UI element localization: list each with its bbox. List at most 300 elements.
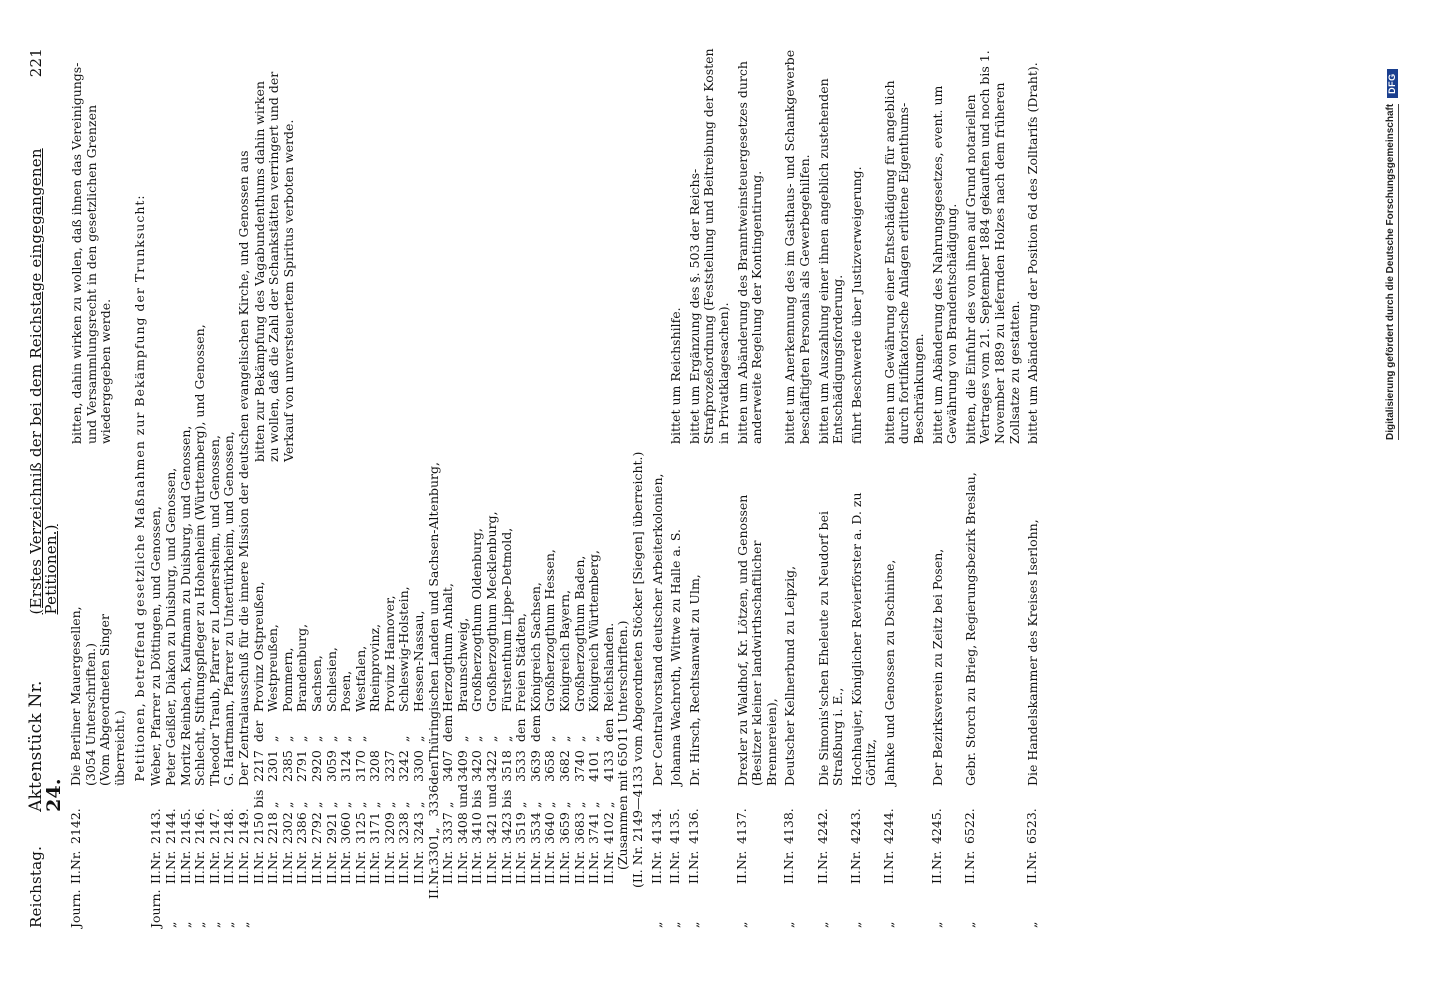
petitioner-text: Die Simonis'schen Eheleute zu Neudorf bei Straßburg i. E., <box>815 510 846 786</box>
nr-label: Nr. <box>527 850 543 870</box>
nr-label: Nr. <box>847 850 863 870</box>
journal-mark: „ <box>648 921 664 928</box>
nr-label: Nr. <box>396 850 412 870</box>
journal-mark <box>326 884 341 928</box>
range-start: 3243 <box>411 812 427 844</box>
nr-label: Nr. <box>148 850 164 870</box>
range-end: 3518 <box>498 750 514 782</box>
request-text: bitten um Gewährung einer Entschädigung für angeblich durch fortifikatorische Anlagen erlittene Eigenthums-Beschränkungen. <box>881 80 927 444</box>
region-prefix: „ <box>323 735 339 742</box>
region-name: Großherzogthum Baden, <box>571 555 587 712</box>
region-name: Fürstenthum Lippe-Detmold, <box>498 527 514 712</box>
summary-line-2: (II. Nr. 2149—4133 vom Abgeordneten Stöcker [Siegen] überreicht.) <box>629 451 645 888</box>
roman-numeral: II. <box>557 870 572 884</box>
journal-mark: „ <box>685 921 701 928</box>
petitioner-text: Die Handelskammer des Kreises Iserlohn, <box>1025 519 1041 786</box>
range-separator: „ <box>440 801 456 808</box>
region-name: Schleswig-Holstein, <box>396 586 412 712</box>
header-akt-label: Aktenstück Nr. <box>26 680 46 812</box>
range-end: 2920 <box>308 750 324 782</box>
journal-mark <box>471 884 486 928</box>
journal-mark <box>355 884 370 928</box>
range-end: 3658 <box>542 750 558 782</box>
journal-mark <box>486 884 501 928</box>
journal-mark <box>515 884 530 928</box>
entry-number: 2144. <box>162 808 178 844</box>
entry-number: 4135. <box>667 808 683 844</box>
range-start: 3659 <box>557 812 572 844</box>
nr-label: Nr. <box>367 850 383 870</box>
nr-label: Nr. <box>221 850 237 870</box>
nr-label: Nr. <box>235 850 251 870</box>
nr-label: Nr. <box>498 850 514 870</box>
range-separator: „ <box>411 801 427 808</box>
roman-numeral: II. <box>294 870 310 884</box>
roman-numeral: II. <box>1024 870 1040 884</box>
range-start: 2921 <box>323 812 339 844</box>
region-name: Provinz Hannover, <box>381 595 397 712</box>
region-prefix: dem <box>440 714 456 742</box>
range-start: 2218 <box>265 812 281 844</box>
petitioner-text: Dr. Hirsch, Rechtsanwalt zu Ulm, <box>686 574 702 786</box>
journal-mark <box>296 884 311 928</box>
nr-label: Nr. <box>279 850 295 870</box>
entry-number: 4244. <box>880 808 896 844</box>
entry-number: 4245. <box>928 808 944 844</box>
roman-numeral: II. <box>928 870 944 884</box>
region-name: Reichslanden. <box>600 622 616 712</box>
range-start: 3534 <box>527 812 543 844</box>
spacer <box>783 444 812 466</box>
region-prefix: „ <box>571 735 587 742</box>
entry-row <box>783 48 812 928</box>
journal-mark <box>282 884 297 928</box>
nr-label: Nr. <box>484 850 500 870</box>
nr-label: Nr. <box>352 850 368 870</box>
roman-numeral: II. <box>880 870 896 884</box>
range-start: 3519 <box>513 812 529 844</box>
nr-label: Nr. <box>469 850 485 870</box>
request-text: bitten um Abänderung des Branntweinsteuergesetzes durch anderweite Regelung der Kontingentirung. <box>734 61 765 444</box>
roman-numeral: II. <box>396 870 412 884</box>
roman-numeral: II. <box>367 870 383 884</box>
roman-numeral: II. <box>571 870 587 884</box>
roman-numeral: II. <box>323 870 339 884</box>
petitioner-text: Der Centralvorstand deutscher Arbeiterkolonien, <box>649 473 665 786</box>
range-separator: „ <box>571 801 587 808</box>
range-end: 2217 <box>250 750 266 782</box>
spacer <box>931 444 960 466</box>
range-end: 3682 <box>557 750 572 782</box>
roman-numeral: II. <box>527 870 543 884</box>
roman-numeral: II. <box>192 870 208 884</box>
page-header <box>26 48 65 928</box>
roman-numeral: II. <box>685 870 701 884</box>
journal-mark <box>253 884 268 928</box>
range-end: 3740 <box>571 750 587 782</box>
journal-mark: „ <box>961 921 977 928</box>
nr-label: Nr. <box>586 850 602 870</box>
entry-row <box>814 48 846 928</box>
dfg-logo: DFG <box>1387 69 1398 98</box>
region-prefix: dem <box>527 714 543 742</box>
nr-label: Nr. <box>571 850 587 870</box>
spacer <box>736 444 780 466</box>
entry-number: 4138. <box>781 808 797 844</box>
region-prefix: den <box>513 718 529 742</box>
journal-mark <box>544 884 559 928</box>
journal-mark <box>559 884 574 928</box>
request-text: bittet um Reichshilfe. <box>668 307 684 444</box>
range-separator: und <box>454 783 470 808</box>
region-prefix: „ <box>396 735 412 742</box>
list-a <box>150 48 252 928</box>
region-name: Königreich Sachsen, <box>527 582 543 712</box>
range-end: 3237 <box>381 750 397 782</box>
nr-label: Nr. <box>542 850 558 870</box>
region-prefix <box>369 712 384 742</box>
request-text: bittet um Ergänzung des §. 503 der Reichs-Strafprozeßordnung (Feststellung und Beitreibung der Kosten in Privatklagesachen). <box>686 48 731 444</box>
request-text <box>651 48 666 444</box>
nr-label: Nr. <box>880 850 896 870</box>
petitioner-text: Weber, Pfarrer zu Döttingen, und Genossen, <box>148 506 164 786</box>
journal-mark <box>588 884 603 928</box>
journal-mark <box>340 884 355 928</box>
range-end: 3336 <box>425 784 441 817</box>
range-end: 3124 <box>338 750 354 782</box>
range-start: 3337 <box>440 812 456 844</box>
document-body <box>28 48 1041 928</box>
roman-numeral: II. <box>484 870 500 884</box>
nr-label: Nr. <box>733 850 749 870</box>
spacer <box>688 444 732 466</box>
petitioner-text: Gebr. Storch zu Brieg, Regierungsbezirk Breslau, <box>962 472 978 786</box>
petitioner-text: Theodor Traub, Pfarrer zu Lomersheim, und Genossen, <box>206 435 222 786</box>
region-name: Großherzogthum Mecklenburg, <box>484 511 500 712</box>
petitioner-text: Der Zentralausschuß für die innere Mission der deutschen evangelischen Kirche, und Genossen aus <box>235 150 251 786</box>
range-end: 3409 <box>454 750 470 782</box>
entry-number: 6523. <box>1024 808 1040 844</box>
nr-label: Nr. <box>323 850 339 870</box>
roman-numeral: II. <box>265 870 281 884</box>
region-name: Westpreußen, <box>265 624 281 712</box>
roman-numeral: II. <box>68 870 83 884</box>
range-start: 3741 <box>586 812 602 844</box>
roman-numeral: II. <box>498 870 514 884</box>
roman-numeral: II. <box>411 870 427 884</box>
petitioner-line: (3054 Unterschriften.) <box>82 642 98 786</box>
journal-mark: „ <box>162 921 178 928</box>
roman-numeral: II. <box>206 870 222 884</box>
region-name: Posen, <box>338 670 354 712</box>
range-separator: „ <box>542 801 558 808</box>
entry-number: 2146. <box>192 808 208 844</box>
range-separator: „ <box>381 801 397 808</box>
region-prefix: „ <box>352 735 368 742</box>
range-separator: „ <box>367 801 383 808</box>
range-end: 3242 <box>396 750 412 782</box>
petitioner-text: Jahnke und Genossen zu Dschinine, <box>881 559 897 786</box>
entry-number: 2148. <box>221 808 237 844</box>
region-prefix: „ <box>469 735 485 742</box>
spacer <box>1026 444 1041 466</box>
entry-number: 6522. <box>961 808 977 844</box>
range-start: 3238 <box>396 812 412 844</box>
range-end: 3300 <box>411 750 427 782</box>
range-end: 3422 <box>484 750 500 782</box>
region-prefix: den <box>600 718 616 742</box>
request-text: bittet um Abänderung des Nahrungsgesetzes, event. um Gewährung von Brandentschädigung. <box>929 85 960 444</box>
roman-numeral: II. <box>733 870 749 884</box>
petitioner-text: Hochhaujer, Königlicher Revierförster a. D. zu Görlitz, <box>848 492 879 786</box>
region-prefix: „ <box>557 735 572 742</box>
entry-number: 2143. <box>148 808 164 844</box>
nr-label: Nr. <box>265 850 281 870</box>
roman-numeral: II. <box>586 870 602 884</box>
range-start: 4102 <box>600 812 616 844</box>
entry-row <box>880 48 927 928</box>
range-end: 3533 <box>513 750 529 782</box>
range-separator: „ <box>513 801 529 808</box>
range-end: 4101 <box>586 750 602 782</box>
range-start: 3410 <box>469 812 485 844</box>
journal-mark: „ <box>192 921 208 928</box>
region-name: Freien Städten, <box>513 613 529 712</box>
nr-label: Nr. <box>667 850 683 870</box>
region-name: Großherzogthum Hessen, <box>542 549 558 712</box>
header-akt-number: 24. <box>43 778 65 812</box>
region-prefix: „ <box>454 735 470 742</box>
page-number: 221 <box>27 48 45 78</box>
journal-mark: „ <box>235 921 251 928</box>
region-name: Braunschweig, <box>454 617 470 712</box>
journal-mark <box>428 899 443 928</box>
range-end: 3407 <box>440 750 456 782</box>
petitioner-text: Deutscher Kellnerbund zu Leipzig, <box>782 565 798 786</box>
range-start: 3421 <box>484 812 500 844</box>
region-prefix: „ <box>294 735 310 742</box>
range-separator: „ <box>294 801 310 808</box>
range-start: 2386 <box>294 812 310 844</box>
range-start: 3125 <box>352 812 368 844</box>
nr-label: Nr. <box>1024 850 1040 870</box>
spacer <box>817 444 846 466</box>
journal-mark: „ <box>667 921 683 928</box>
journal-mark: „ <box>1024 921 1040 928</box>
petitioner-text: Johanna Wachroth, Wittwe zu Halle a. S. <box>668 529 684 786</box>
journal-mark <box>442 884 457 928</box>
spacer <box>964 444 1022 466</box>
header-left <box>28 77 64 928</box>
range-start: 2302 <box>279 812 295 844</box>
journal-mark <box>384 884 399 928</box>
journal-mark: „ <box>880 921 896 928</box>
roman-numeral: II. <box>814 870 830 884</box>
region-prefix: „ <box>265 735 281 742</box>
range-start: 3301 <box>425 833 441 866</box>
entry-row <box>733 48 780 928</box>
request-text: bittet um Anerkennung des im Gasthaus- und Schankgewerbe beschäftigten Personals als Gewerbegehilfen. <box>782 49 812 444</box>
nr-label: Nr. <box>338 850 354 870</box>
list-b-block <box>250 48 618 928</box>
range-separator: bis <box>498 789 514 808</box>
journal-mark <box>530 884 545 928</box>
range-start: 2150 <box>250 812 266 844</box>
journal-mark <box>457 884 472 928</box>
range-end: 3420 <box>469 750 485 782</box>
spacer <box>883 444 927 466</box>
roman-numeral: II. <box>542 870 558 884</box>
region-prefix: „ <box>411 735 427 742</box>
petitioner-text: G. Hartmann, Pfarrer zu Untertürkheim, und Genossen, <box>221 431 237 786</box>
header-title: (Erstes Verzeichniß der bei dem Reichstage eingegangenen Petitionen.) <box>27 148 60 615</box>
stamp-text: Digitalisierung gefördert durch die Deutsche Forschungsgemeinschaft <box>1386 104 1399 440</box>
journal-mark <box>369 884 384 928</box>
region-name: Königreich Bayern, <box>557 589 572 712</box>
region-name: Westfalen, <box>352 645 368 712</box>
range-separator: „ <box>352 801 368 808</box>
roman-numeral: II. <box>781 870 797 884</box>
request-text: bitten um Auszahlung einer ihnen angeblich zustehenden Entschädigungsforderung. <box>815 78 846 444</box>
entry-row <box>961 48 1022 928</box>
roman-numeral: II. <box>440 870 456 884</box>
range-separator: und <box>484 783 500 808</box>
roman-numeral: II. <box>177 870 193 884</box>
section-title: Petitionen, betreffend gesetzliche Maßnahmen zur Bekämpfung der Trunksucht: <box>132 194 148 782</box>
nr-label: Nr. <box>68 850 83 870</box>
roman-numeral: II. <box>250 870 266 884</box>
nr-label: Nr. <box>192 850 208 870</box>
journal-mark: Journ. <box>148 889 164 928</box>
journal-mark: „ <box>221 921 237 928</box>
region-prefix: den <box>425 761 441 785</box>
range-end: 2385 <box>279 750 295 782</box>
range-end: 3208 <box>367 750 383 782</box>
range-separator: „ <box>600 801 616 808</box>
region-prefix: „ <box>542 735 558 742</box>
entry-number: 2145. <box>177 808 193 844</box>
entry-row <box>685 48 732 928</box>
range-separator: „ <box>586 801 602 808</box>
roman-numeral: II. <box>148 870 164 884</box>
entry-number: 2149. <box>235 808 251 844</box>
range-start: 3640 <box>542 812 558 844</box>
range-separator: „ <box>308 801 324 808</box>
entry-number: 4137. <box>733 808 749 844</box>
request-text: bitten, dahin wirken zu wollen, daß ihnen das Vereinigungs- und Versammlungsrecht in den gesetzlichen Grenzen wiedergegeben werde. <box>69 62 114 444</box>
nr-label: Nr. <box>308 850 324 870</box>
journal-mark: „ <box>847 921 863 928</box>
range-separator: „ <box>396 801 412 808</box>
roman-numeral: II. <box>454 870 470 884</box>
region-prefix: „ <box>498 735 514 742</box>
roman-numeral: II. <box>600 870 616 884</box>
region-name: Brandenburg, <box>294 623 310 712</box>
nr-label: Nr. <box>648 850 664 870</box>
journal-mark: Journ. <box>68 889 83 928</box>
range-start: 3060 <box>338 812 354 844</box>
digitization-stamp <box>1372 20 1412 440</box>
region-name: Schlesien, <box>323 647 339 712</box>
region-name: Sachsen, <box>308 655 324 712</box>
nr-label: Nr. <box>781 850 797 870</box>
petitioner-text: Der Bezirksverein zu Zeitz bei Posen, <box>929 548 945 786</box>
range-start: 3408 <box>454 812 470 844</box>
region-prefix: „ <box>308 735 324 742</box>
region-name: Königreich Württemberg, <box>586 550 602 712</box>
journal-mark <box>398 884 413 928</box>
entry-number: 4242. <box>814 808 830 844</box>
nr-label: Nr. <box>206 850 222 870</box>
range-start: 3171 <box>367 812 383 844</box>
spacer <box>669 444 684 466</box>
roman-numeral: II. <box>648 870 664 884</box>
request-text: bitten, die Einfuhr des von ihnen auf Grund notariellen Vertrages vom 21. September 1884 gekauften und noch bis 1. November 1889 zu liefernden Holzes nach dem früheren Zollsatze zu gestatten. <box>962 50 1022 444</box>
range-end: 3639 <box>527 750 543 782</box>
roman-numeral: II. <box>961 870 977 884</box>
nr-label: Nr. <box>162 850 178 870</box>
entry-row <box>1026 48 1041 928</box>
region-name: Provinz Ostpreußen, <box>250 581 266 712</box>
header-aktenstueck <box>28 649 64 812</box>
petitioner-line: überreicht.) <box>111 710 127 786</box>
range-end: 2301 <box>265 750 281 782</box>
journal-mark <box>574 884 589 928</box>
region-prefix: „ <box>279 735 295 742</box>
region-prefix: „ <box>586 735 602 742</box>
journal-mark <box>603 884 618 928</box>
region-name: Großherzogthum Oldenburg, <box>469 527 485 712</box>
bottom-list <box>648 48 1041 928</box>
nr-label: Nr. <box>685 850 701 870</box>
entry-number: 4134. <box>648 808 664 844</box>
range-end: 2791 <box>294 750 310 782</box>
request-text: führt Beschwerde über Justizverweigerung. <box>848 166 864 444</box>
region-name: Herzogthum Anhalt, <box>440 583 456 712</box>
entry-row <box>928 48 960 928</box>
range-start: 3423 <box>498 812 514 844</box>
roman-numeral: II. <box>513 870 529 884</box>
range-separator: „ <box>557 801 572 808</box>
entry-row <box>648 48 666 928</box>
journal-mark <box>501 884 516 928</box>
roman-numeral: II. <box>667 870 683 884</box>
petitioner-text: Moritz Reinbach, Kaufmann zu Duisburg, und Genossen, <box>177 425 193 786</box>
journal-mark <box>311 884 326 928</box>
range-separator: „ <box>265 801 281 808</box>
entry-row <box>847 48 879 928</box>
nr-label: Nr. <box>440 850 456 870</box>
range-separator: bis <box>469 789 485 808</box>
header-reichstag: Reichstag. <box>27 845 45 928</box>
range-end: 3059 <box>323 750 339 782</box>
nr-label: Nr. <box>961 850 977 870</box>
journal-mark: „ <box>781 921 797 928</box>
request-text: bittet um Abänderung der Position 6d des Zolltarifs (Draht). <box>1025 62 1041 444</box>
summary-line: (Zusammen mit 65011 Unterschriften.) <box>615 620 631 870</box>
range-separator: „ <box>279 801 295 808</box>
range-separator: „ <box>323 801 339 808</box>
journal-mark: „ <box>177 921 193 928</box>
range-end: 3170 <box>352 750 368 782</box>
region-name: Thüringischen Landen und Sachsen-Altenburg, <box>425 462 441 762</box>
petitioner-block <box>70 466 128 786</box>
range-separator: „ <box>338 801 354 808</box>
journal-mark: „ <box>814 921 830 928</box>
roman-numeral: II. <box>308 870 324 884</box>
nr-label: Nr. <box>928 850 944 870</box>
roman-numeral: II. <box>235 870 251 884</box>
